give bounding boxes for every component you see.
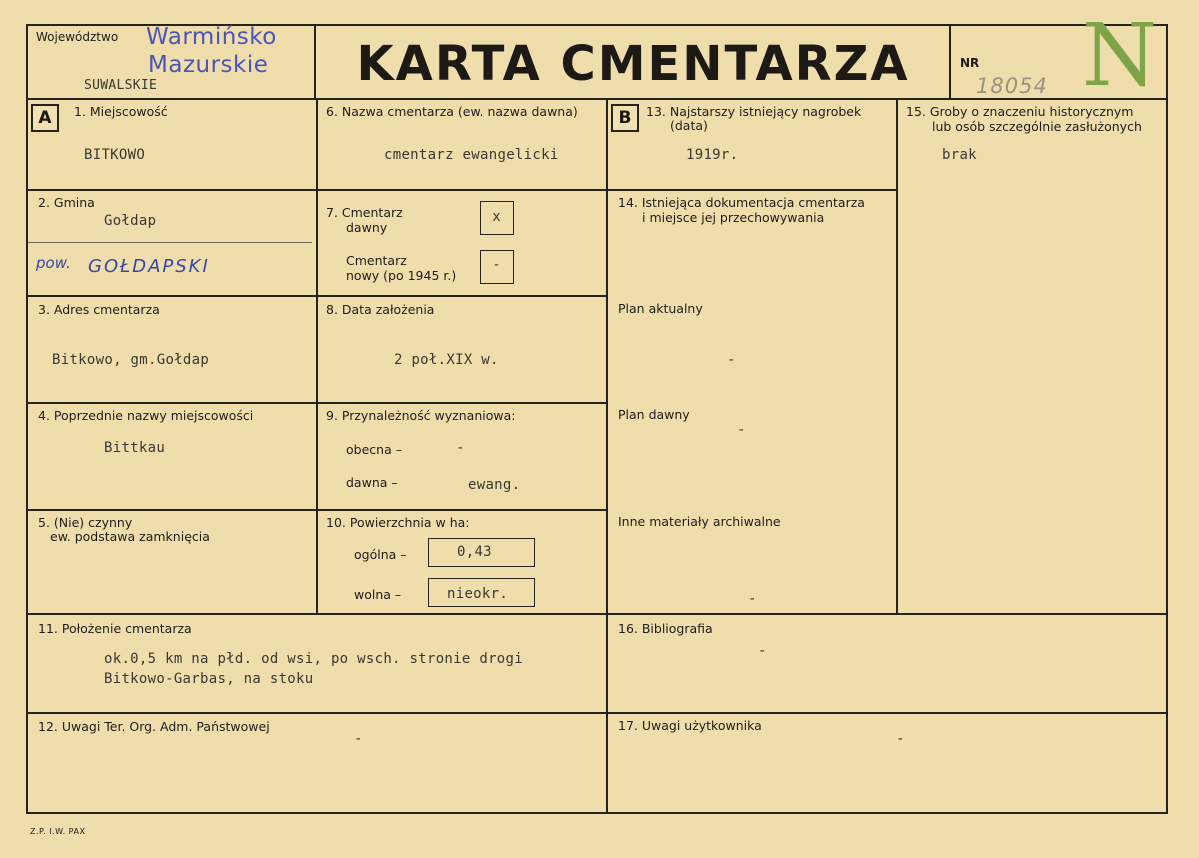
f17-value: -: [896, 731, 905, 747]
f7-old-mark: x: [492, 209, 501, 225]
f14-plan-current-value: -: [727, 352, 736, 368]
f10-free-value: nieokr.: [447, 586, 509, 602]
col-v3: [896, 98, 898, 614]
f6-value: cmentarz ewangelicki: [384, 147, 559, 163]
big-letter-n: N: [1082, 6, 1158, 106]
col-v2: [606, 98, 608, 814]
f5-label-line1: 5. (Nie) czynny: [38, 515, 133, 530]
f1-value: BITKOWO: [84, 147, 146, 163]
row-line-5: [26, 613, 1167, 615]
f10-label: 10. Powierzchnia w ha:: [326, 515, 470, 530]
f14-other-label: Inne materiały archiwalne: [618, 514, 781, 529]
suwalskie-text: SUWALSKIE: [84, 78, 158, 93]
f9-current-value: -: [456, 440, 465, 456]
frame-right: [1166, 24, 1168, 814]
f5-label-line2: ew. podstawa zamknięcia: [50, 529, 210, 544]
nr-value: 18054: [976, 74, 1048, 98]
header-v1: [314, 24, 316, 100]
f14-plan-old-value: -: [737, 422, 746, 438]
f1-label: 1. Miejscowość: [74, 104, 168, 119]
header-v2: [949, 24, 951, 100]
f3-label: 3. Adres cmentarza: [38, 302, 160, 317]
f10-total-value: 0,43: [457, 544, 492, 560]
f9-current-label: obecna –: [346, 442, 402, 457]
f14-label-line1: 14. Istniejąca dokumentacja cmentarza: [618, 195, 865, 210]
f13-label-line2: (data): [670, 118, 708, 133]
f15-value: brak: [942, 147, 977, 163]
f7-new-label-1: Cmentarz: [346, 253, 407, 268]
f9-label: 9. Przynależność wyznaniowa:: [326, 408, 516, 423]
f11-value-line1: ok.0,5 km na płd. od wsi, po wsch. stronie drogi: [104, 651, 523, 667]
frame-bottom: [26, 812, 1168, 814]
f10-free-box: [428, 578, 535, 607]
row-line-13: [606, 189, 897, 191]
f11-value-line2: Bitkowo-Garbas, na stoku: [104, 671, 314, 687]
wojewodztwo-label: Województwo: [36, 30, 119, 44]
f7-old-label-1: 7. Cmentarz: [326, 205, 403, 220]
f8-value: 2 poł.XIX w.: [394, 352, 499, 368]
row-line-6: [26, 712, 1167, 714]
f9-former-value: ewang.: [468, 477, 521, 493]
f14-plan-current-label: Plan aktualny: [618, 301, 703, 316]
section-b-marker: B: [611, 104, 639, 132]
col-v1: [316, 98, 318, 614]
f10-total-label: ogólna –: [354, 547, 407, 562]
f11-label: 11. Położenie cmentarza: [38, 621, 192, 636]
f7-old-checkbox: [480, 201, 514, 235]
f2-label: 2. Gmina: [38, 195, 95, 210]
f12-label: 12. Uwagi Ter. Org. Adm. Państwowej: [38, 719, 270, 734]
f14-other-value: -: [748, 591, 757, 607]
row-line-3: [26, 402, 608, 404]
printer-imprint: Z.P. I.W. PAX: [30, 827, 86, 836]
f8-label: 8. Data założenia: [326, 302, 435, 317]
f16-value: -: [758, 643, 767, 659]
f10-free-label: wolna –: [354, 587, 402, 602]
f7-new-label-2: nowy (po 1945 r.): [346, 268, 457, 283]
f14-label-line2: i miejsce jej przechowywania: [642, 210, 825, 225]
f6-label: 6. Nazwa cmentarza (ew. nazwa dawna): [326, 104, 578, 119]
row-line-f2-sub: [28, 242, 312, 243]
f10-total-box: [428, 538, 535, 567]
f2-handwritten-county: GOŁDAPSKI: [88, 256, 210, 277]
voivodeship-stamp-line2: Mazurskie: [148, 52, 269, 78]
header-divider: [26, 98, 1167, 100]
f7-new-checkbox: [480, 250, 514, 284]
f4-value: Bittkau: [104, 440, 166, 456]
f16-label: 16. Bibliografia: [618, 621, 713, 636]
f4-label: 4. Poprzednie nazwy miejscowości: [38, 408, 254, 423]
f13-label-line1: 13. Najstarszy istniejący nagrobek: [646, 104, 862, 119]
frame-left: [26, 24, 28, 814]
nr-label: NR: [960, 56, 980, 70]
row-line-2: [26, 295, 608, 297]
f14-plan-old-label: Plan dawny: [618, 407, 690, 422]
f3-value: Bitkowo, gm.Gołdap: [52, 352, 210, 368]
f13-value: 1919r.: [686, 147, 739, 163]
row-line-1: [26, 189, 608, 191]
f7-old-label-2: dawny: [346, 220, 388, 235]
f17-label: 17. Uwagi użytkownika: [618, 718, 762, 733]
card-title: KARTA CMENTARZA: [356, 36, 910, 92]
f2-value: Gołdap: [104, 213, 157, 229]
row-line-4: [26, 509, 608, 511]
f12-value: -: [354, 731, 363, 747]
section-a-marker: A: [31, 104, 59, 132]
f7-new-mark: -: [492, 257, 501, 273]
f2-handwritten-prefix: pow.: [36, 254, 71, 272]
f9-former-label: dawna –: [346, 475, 398, 490]
voivodeship-stamp-line1: Warmińsko: [146, 24, 277, 50]
f15-label-line2: lub osób szczególnie zasłużonych: [932, 119, 1142, 134]
f15-label-line1: 15. Groby o znaczeniu historycznym: [906, 104, 1134, 119]
